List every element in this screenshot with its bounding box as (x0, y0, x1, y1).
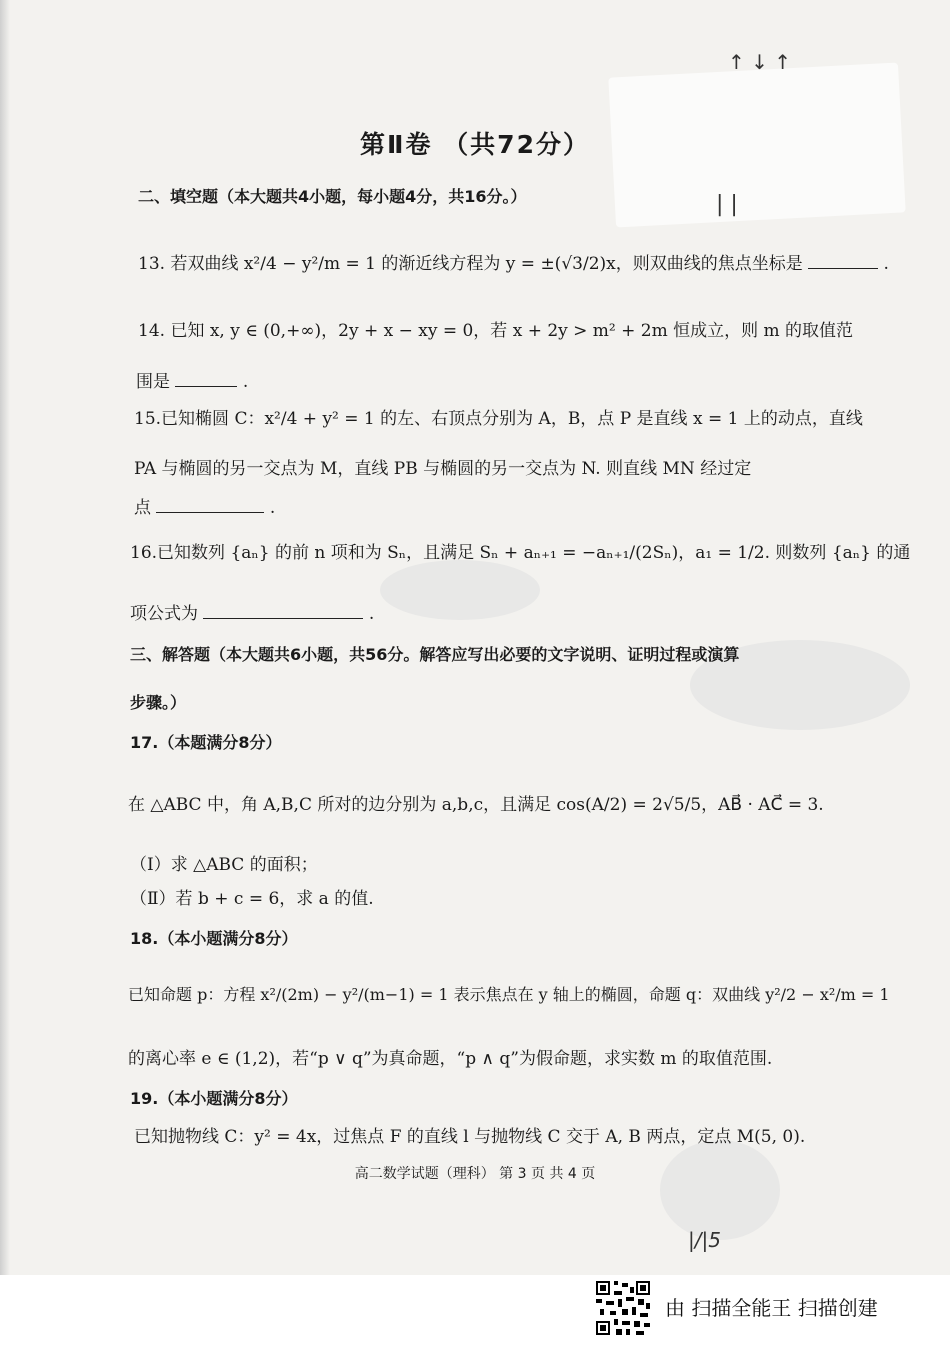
handwritten-note: ↑ ↓ ↑ (728, 50, 791, 74)
handwritten-page-mark: |/|5 (688, 1228, 721, 1252)
question-14-line1: 14. 已知 x, y ∈ (0,+∞)，2y + x − xy = 0，若 x + 2y > m² + 2m 恒成立，则 m 的取值范 (138, 321, 854, 341)
question-18-line2: 的离心率 e ∈ (1,2)，若“p ∨ q”为真命题，“p ∧ q”为假命题，求实数 m 的取值范围. (128, 1049, 773, 1069)
question-16-prefix: 项公式为 (130, 604, 198, 624)
scanner-watermark: 由 扫描全能王 扫描创建 (665, 1296, 878, 1320)
question-18-line1: 已知命题 p：方程 x²/(2m) − y²/(m−1) = 1 表示焦点在 y 轴上的椭圆，命题 q：双曲线 y²/2 − x²/m = 1 (128, 985, 890, 1004)
qr-code-icon (594, 1279, 652, 1337)
question-15-line3 (134, 494, 930, 521)
answer-blank-15 (156, 494, 264, 513)
solve-section-heading-line1: 三、解答题（本大题共6小题，共56分。解答应写出必要的文字说明、证明过程或演算 (130, 645, 740, 664)
handwritten-mark: | | (716, 192, 738, 217)
question-17-part2: （Ⅱ）若 b + c = 6，求 a 的值. (130, 889, 374, 909)
question-15-line2: PA 与椭圆的另一交点为 M，直线 PB 与椭圆的另一交点为 N. 则直线 MN 经过定 (134, 459, 752, 479)
question-13-text: 13. 若双曲线 x²/4 − y²/m = 1 的渐近线方程为 y = ±(√3/2)x，则双曲线的焦点坐标是 (138, 254, 803, 274)
page-footer: 高二数学试题（理科） 第 3 页 共 4 页 (354, 1166, 596, 1182)
question-16-line1: 16.已知数列 {aₙ} 的前 n 项和为 Sₙ，且满足 Sₙ + aₙ₊₁ = −aₙ₊₁/(2Sₙ)，a₁ = 1/2. 则数列 {aₙ} 的通 (130, 543, 911, 563)
answer-blank-13 (808, 250, 878, 269)
question-17-part1: （Ⅰ）求 △ABC 的面积； (130, 855, 318, 875)
page-edge-shadow (0, 0, 10, 1275)
fill-section-heading: 二、填空题（本大题共4小题，每小题4分，共16分。） (138, 187, 527, 206)
question-14-end: . (242, 372, 249, 392)
question-19-heading: 19.（本小题满分8分） (130, 1089, 298, 1108)
answer-blank-16 (203, 600, 363, 619)
question-19-body: 已知抛物线 C：y² = 4x，过焦点 F 的直线 l 与抛物线 C 交于 A, B 两点，定点 M(5, 0). (134, 1127, 806, 1147)
question-17-heading: 17.（本题满分8分） (130, 733, 282, 752)
scan-blotch (660, 1140, 780, 1240)
question-13-end: . (883, 254, 889, 274)
question-15-prefix: 点 (134, 498, 151, 518)
page-title: 第Ⅱ卷 （共72分） (360, 130, 590, 159)
solve-section-heading-line2: 步骤。） (130, 693, 187, 712)
question-13 (138, 250, 930, 277)
question-16-line2 (130, 600, 930, 627)
question-14-prefix: 围是 (136, 372, 170, 392)
answer-blank-14 (175, 368, 237, 387)
question-18-heading: 18.（本小题满分8分） (130, 929, 298, 948)
question-15-line1: 15.已知椭圆 C：x²/4 + y² = 1 的左、右顶点分别为 A，B，点 P 是直线 x = 1 上的动点，直线 (134, 409, 863, 429)
question-14-line2 (136, 368, 930, 395)
question-17-body: 在 △ABC 中，角 A,B,C 所对的边分别为 a,b,c，且满足 cos(A/2) = 2√5/5，AB⃗ · AC⃗ = 3. (128, 795, 824, 815)
question-15-end: . (269, 498, 276, 518)
question-16-end: . (368, 604, 375, 624)
